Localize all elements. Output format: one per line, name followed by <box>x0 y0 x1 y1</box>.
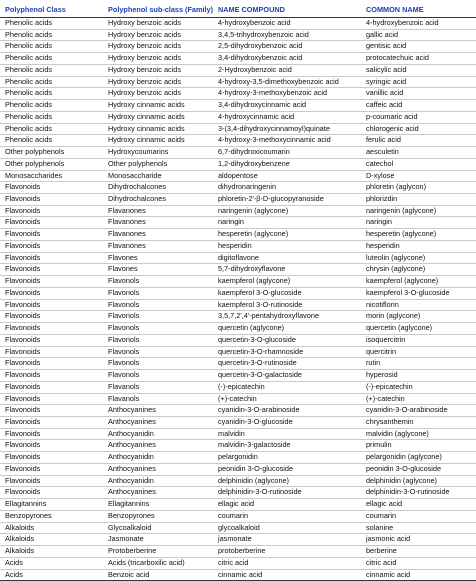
cell-name-compound: aldopentose <box>213 170 361 182</box>
cell-common-name: cinnamic acid <box>361 569 476 581</box>
cell-common-name: quercetin (aglycone) <box>361 323 476 335</box>
cell-common-name: hyperosid <box>361 370 476 382</box>
cell-name-compound: 3,5,7,2',4'-pentahydroxyflavone <box>213 311 361 323</box>
table-row <box>0 510 476 522</box>
cell-polyphenol-class: Flavonoids <box>0 334 103 346</box>
cell-polyphenol-class: Flavonoids <box>0 264 103 276</box>
cell-name-compound: quercetin-3-O-galactoside <box>213 370 361 382</box>
cell-common-name: hesperidin <box>361 240 476 252</box>
table-row <box>0 229 476 241</box>
table-row <box>0 18 476 30</box>
table-row <box>0 205 476 217</box>
cell-polyphenol-class: Flavonoids <box>0 205 103 217</box>
table-row <box>0 194 476 206</box>
cell-polyphenol-class: Phenolic acids <box>0 76 103 88</box>
cell-polyphenol-class: Flavonoids <box>0 311 103 323</box>
table-header-row <box>0 2 476 18</box>
cell-name-compound: 1,2-dihydroxybenzene <box>213 158 361 170</box>
cell-name-compound: malvidin-3-galactoside <box>213 440 361 452</box>
table-row <box>0 569 476 581</box>
cell-subclass: Hydroxy benzoic acids <box>103 88 213 100</box>
cell-subclass: Monosaccharide <box>103 170 213 182</box>
cell-name-compound: 3,4-dihydroxycinnamic acid <box>213 100 361 112</box>
cell-polyphenol-class: Flavonoids <box>0 252 103 264</box>
cell-common-name: vanillic acid <box>361 88 476 100</box>
cell-name-compound: (+)-catechin <box>213 393 361 405</box>
table-row <box>0 147 476 159</box>
cell-polyphenol-class: Flavonoids <box>0 182 103 194</box>
cell-name-compound: digitoflavone <box>213 252 361 264</box>
cell-common-name: 4-hydroxybenzoic acid <box>361 18 476 30</box>
cell-common-name: gentisic acid <box>361 41 476 53</box>
cell-polyphenol-class: Flavonoids <box>0 229 103 241</box>
cell-polyphenol-class: Flavonoids <box>0 381 103 393</box>
cell-common-name: (+)-catechin <box>361 393 476 405</box>
cell-common-name: catechol <box>361 158 476 170</box>
cell-name-compound: pelargonidin <box>213 452 361 464</box>
cell-common-name: rutin <box>361 358 476 370</box>
cell-common-name: jasmonic acid <box>361 534 476 546</box>
cell-subclass: Anthocyanines <box>103 405 213 417</box>
cell-subclass: Ellagitannins <box>103 499 213 511</box>
cell-name-compound: naringenin (aglycone) <box>213 205 361 217</box>
cell-subclass: Hydroxy cinnamic acids <box>103 123 213 135</box>
cell-common-name: morin (aglycone) <box>361 311 476 323</box>
cell-subclass: Glycoalkaloid <box>103 522 213 534</box>
cell-common-name: luteolin (aglycone) <box>361 252 476 264</box>
cell-name-compound: (-)-epicatechin <box>213 381 361 393</box>
cell-subclass: Hydroxy benzoic acids <box>103 64 213 76</box>
table-row <box>0 88 476 100</box>
cell-polyphenol-class: Phenolic acids <box>0 41 103 53</box>
cell-common-name: kaempferol (aglycone) <box>361 276 476 288</box>
cell-name-compound: 4-hydroxybenzoic acid <box>213 18 361 30</box>
table-row <box>0 135 476 147</box>
table-row <box>0 534 476 546</box>
cell-common-name: chrysin (aglycone) <box>361 264 476 276</box>
cell-name-compound: quercetin-3-O-glucoside <box>213 334 361 346</box>
cell-name-compound: 6,7-dihydroxicoumarin <box>213 147 361 159</box>
cell-common-name: hesperetin (aglycone) <box>361 229 476 241</box>
cell-subclass: Flavones <box>103 252 213 264</box>
table-row <box>0 499 476 511</box>
cell-subclass: Hydroxy cinnamic acids <box>103 135 213 147</box>
header-name-compound: NAME COMPOUND <box>213 2 361 18</box>
cell-name-compound: phloretin-2'-β-D-glucopyranoside <box>213 194 361 206</box>
cell-name-compound: naringin <box>213 217 361 229</box>
cell-name-compound: 2,5-dihydroxybenzoic acid <box>213 41 361 53</box>
table-row <box>0 158 476 170</box>
table-body <box>0 18 476 581</box>
cell-polyphenol-class: Flavonoids <box>0 393 103 405</box>
cell-subclass: Flavanols <box>103 381 213 393</box>
cell-polyphenol-class: Flavonoids <box>0 217 103 229</box>
table-row <box>0 264 476 276</box>
cell-subclass: Other polyphenols <box>103 158 213 170</box>
table-row <box>0 299 476 311</box>
cell-polyphenol-class: Flavonoids <box>0 370 103 382</box>
cell-name-compound: 3-(3,4-dihydroxycinnamoyl)quinate <box>213 123 361 135</box>
cell-common-name: protocatechuic acid <box>361 53 476 65</box>
cell-name-compound: hesperetin (aglycone) <box>213 229 361 241</box>
cell-name-compound: delphinidin (aglycone) <box>213 475 361 487</box>
table-row <box>0 393 476 405</box>
cell-subclass: Flavonols <box>103 334 213 346</box>
cell-common-name: chlorogenic acid <box>361 123 476 135</box>
cell-polyphenol-class: Flavonoids <box>0 276 103 288</box>
cell-common-name: malvidin (aglycone) <box>361 428 476 440</box>
cell-subclass: Jasmonate <box>103 534 213 546</box>
cell-polyphenol-class: Flavonoids <box>0 358 103 370</box>
cell-polyphenol-class: Flavonoids <box>0 475 103 487</box>
table-row <box>0 182 476 194</box>
header-polyphenol-subclass: Polyphenol sub-class (Family) <box>103 2 213 18</box>
cell-polyphenol-class: Acids <box>0 557 103 569</box>
cell-common-name: (-)-epicatechin <box>361 381 476 393</box>
cell-common-name: phlorizdin <box>361 194 476 206</box>
table-row <box>0 346 476 358</box>
cell-common-name: ellagic acid <box>361 499 476 511</box>
cell-polyphenol-class: Phenolic acids <box>0 29 103 41</box>
cell-common-name: p-coumaric acid <box>361 111 476 123</box>
table-row <box>0 64 476 76</box>
cell-subclass: Flavanones <box>103 205 213 217</box>
cell-name-compound: cinnamic acid <box>213 569 361 581</box>
cell-polyphenol-class: Flavonoids <box>0 287 103 299</box>
cell-common-name: D-xylose <box>361 170 476 182</box>
table-row <box>0 370 476 382</box>
cell-name-compound: 4-hydroxycinnamic acid <box>213 111 361 123</box>
cell-subclass: Hydroxy cinnamic acids <box>103 111 213 123</box>
table-row <box>0 452 476 464</box>
cell-polyphenol-class: Flavonoids <box>0 440 103 452</box>
cell-polyphenol-class: Flavonoids <box>0 346 103 358</box>
cell-subclass: Flavonols <box>103 358 213 370</box>
cell-subclass: Flavones <box>103 264 213 276</box>
table-row <box>0 53 476 65</box>
cell-subclass: Flavonols <box>103 311 213 323</box>
cell-polyphenol-class: Alkaloids <box>0 522 103 534</box>
cell-subclass: Anthocyanines <box>103 416 213 428</box>
table-row <box>0 123 476 135</box>
cell-name-compound: 4-hydroxy-3-methoxybenzoic acid <box>213 88 361 100</box>
cell-subclass: Flavonols <box>103 287 213 299</box>
cell-common-name: chrysanthemin <box>361 416 476 428</box>
cell-subclass: Flavonols <box>103 346 213 358</box>
cell-subclass: Anthocyanidin <box>103 452 213 464</box>
cell-polyphenol-class: Alkaloids <box>0 546 103 558</box>
cell-name-compound: cyanidin-3-O-arabinoside <box>213 405 361 417</box>
cell-name-compound: 3,4-dihydroxybenzoic acid <box>213 53 361 65</box>
cell-subclass: Flavanols <box>103 393 213 405</box>
cell-subclass: Benzoic acid <box>103 569 213 581</box>
table-row <box>0 240 476 252</box>
cell-name-compound: cyanidin-3-O-glucoside <box>213 416 361 428</box>
cell-common-name: citric acid <box>361 557 476 569</box>
cell-subclass: Flavonols <box>103 370 213 382</box>
cell-polyphenol-class: Phenolic acids <box>0 64 103 76</box>
cell-common-name: caffeic acid <box>361 100 476 112</box>
table-row <box>0 29 476 41</box>
cell-common-name: primulin <box>361 440 476 452</box>
cell-name-compound: malvidin <box>213 428 361 440</box>
cell-subclass: Hydroxy cinnamic acids <box>103 100 213 112</box>
cell-subclass: Flavonols <box>103 299 213 311</box>
table-row <box>0 522 476 534</box>
table-row <box>0 100 476 112</box>
cell-common-name: gallic acid <box>361 29 476 41</box>
cell-polyphenol-class: Phenolic acids <box>0 123 103 135</box>
cell-name-compound: kaempferol 3-O-glucoside <box>213 287 361 299</box>
cell-common-name: kaempferol 3-O-glucoside <box>361 287 476 299</box>
table-row <box>0 111 476 123</box>
table-row <box>0 428 476 440</box>
cell-name-compound: peonidin 3-O-glucoside <box>213 463 361 475</box>
cell-subclass: Anthocyanines <box>103 440 213 452</box>
cell-name-compound: ellagic acid <box>213 499 361 511</box>
cell-subclass: Hydroxy benzoic acids <box>103 29 213 41</box>
table-row <box>0 475 476 487</box>
cell-polyphenol-class: Phenolic acids <box>0 53 103 65</box>
cell-common-name: peonidin 3-O-glucoside <box>361 463 476 475</box>
cell-polyphenol-class: Flavonoids <box>0 405 103 417</box>
cell-subclass: Acids (tricarboxilic acid) <box>103 557 213 569</box>
cell-subclass: Hydroxy benzoic acids <box>103 76 213 88</box>
cell-polyphenol-class: Acids <box>0 569 103 581</box>
cell-common-name: naringenin (aglycone) <box>361 205 476 217</box>
cell-polyphenol-class: Phenolic acids <box>0 18 103 30</box>
cell-subclass: Anthocyanines <box>103 487 213 499</box>
cell-polyphenol-class: Flavonoids <box>0 299 103 311</box>
table-row <box>0 546 476 558</box>
cell-name-compound: delphinidin-3-O-rutinoside <box>213 487 361 499</box>
table-row <box>0 416 476 428</box>
cell-name-compound: 4-hydroxy-3,5-dimethoxybenzoic acid <box>213 76 361 88</box>
cell-common-name: solanine <box>361 522 476 534</box>
cell-subclass: Dihydrochalcones <box>103 194 213 206</box>
cell-common-name: quercitrin <box>361 346 476 358</box>
header-polyphenol-class: Polyphenol Class <box>0 2 103 18</box>
cell-subclass: Flavanones <box>103 240 213 252</box>
table-row <box>0 487 476 499</box>
cell-polyphenol-class: Flavonoids <box>0 323 103 335</box>
cell-name-compound: 4-hydroxy-3-methoxycinnamic acid <box>213 135 361 147</box>
cell-subclass: Flavonols <box>103 323 213 335</box>
table-row <box>0 41 476 53</box>
cell-subclass: Benzopyrones <box>103 510 213 522</box>
cell-name-compound: 5,7-dihydroxyflavone <box>213 264 361 276</box>
header-common-name: COMMON NAME <box>361 2 476 18</box>
cell-subclass: Hydroxycoumarins <box>103 147 213 159</box>
table-row <box>0 311 476 323</box>
cell-common-name: naringin <box>361 217 476 229</box>
table-row <box>0 463 476 475</box>
cell-name-compound: 2-Hydroxybenzoic acid <box>213 64 361 76</box>
cell-common-name: ferulic acid <box>361 135 476 147</box>
table-row <box>0 381 476 393</box>
cell-name-compound: dihydronaringenin <box>213 182 361 194</box>
cell-polyphenol-class: Flavonoids <box>0 240 103 252</box>
cell-polyphenol-class: Ellagitannins <box>0 499 103 511</box>
cell-name-compound: citric acid <box>213 557 361 569</box>
cell-polyphenol-class: Other polyphenols <box>0 147 103 159</box>
cell-name-compound: glycoalkaloid <box>213 522 361 534</box>
table-row <box>0 334 476 346</box>
cell-common-name: berberine <box>361 546 476 558</box>
cell-subclass: Anthocyanidin <box>103 475 213 487</box>
cell-subclass: Flavanones <box>103 217 213 229</box>
cell-common-name: pelargonidin (aglycone) <box>361 452 476 464</box>
table-row <box>0 287 476 299</box>
cell-common-name: nicotiflorin <box>361 299 476 311</box>
cell-name-compound: protoberberine <box>213 546 361 558</box>
table-row <box>0 440 476 452</box>
cell-common-name: phloretin (aglycon) <box>361 182 476 194</box>
table-row <box>0 323 476 335</box>
cell-name-compound: jasmonate <box>213 534 361 546</box>
cell-polyphenol-class: Flavonoids <box>0 428 103 440</box>
cell-name-compound: quercetin (aglycone) <box>213 323 361 335</box>
cell-polyphenol-class: Benzopyrones <box>0 510 103 522</box>
cell-subclass: Hydroxy benzoic acids <box>103 53 213 65</box>
cell-polyphenol-class: Flavonoids <box>0 194 103 206</box>
polyphenol-table <box>0 2 476 581</box>
cell-common-name: syringic acid <box>361 76 476 88</box>
cell-polyphenol-class: Phenolic acids <box>0 111 103 123</box>
cell-subclass: Flavanones <box>103 229 213 241</box>
cell-common-name: coumarin <box>361 510 476 522</box>
cell-name-compound: kaempferol 3-O-rutinoside <box>213 299 361 311</box>
table-row <box>0 76 476 88</box>
cell-name-compound: quercetin-3-O-rutinoside <box>213 358 361 370</box>
cell-common-name: salicylic acid <box>361 64 476 76</box>
cell-polyphenol-class: Flavonoids <box>0 416 103 428</box>
cell-subclass: Hydroxy benzoic acids <box>103 18 213 30</box>
cell-subclass: Protoberberine <box>103 546 213 558</box>
cell-common-name: aesculetin <box>361 147 476 159</box>
cell-name-compound: kaempferol (aglycone) <box>213 276 361 288</box>
cell-polyphenol-class: Flavonoids <box>0 463 103 475</box>
cell-name-compound: 3,4,5-trihydroxybenzoic acid <box>213 29 361 41</box>
cell-polyphenol-class: Flavonoids <box>0 452 103 464</box>
cell-polyphenol-class: Alkaloids <box>0 534 103 546</box>
table-row <box>0 358 476 370</box>
table-row <box>0 217 476 229</box>
cell-common-name: cyanidin-3-O-arabinoside <box>361 405 476 417</box>
cell-subclass: Anthocyanidin <box>103 428 213 440</box>
cell-polyphenol-class: Other polyphenols <box>0 158 103 170</box>
cell-name-compound: quercetin-3-O-rhamnoside <box>213 346 361 358</box>
table-row <box>0 557 476 569</box>
table-row <box>0 252 476 264</box>
cell-polyphenol-class: Monosaccharides <box>0 170 103 182</box>
cell-name-compound: coumarin <box>213 510 361 522</box>
table-row <box>0 276 476 288</box>
cell-common-name: delphinidin-3-O-rutinoside <box>361 487 476 499</box>
cell-subclass: Hydroxy benzoic acids <box>103 41 213 53</box>
cell-common-name: isoquercitrin <box>361 334 476 346</box>
cell-polyphenol-class: Phenolic acids <box>0 100 103 112</box>
cell-name-compound: hesperidin <box>213 240 361 252</box>
cell-polyphenol-class: Phenolic acids <box>0 135 103 147</box>
cell-subclass: Dihydrochalcones <box>103 182 213 194</box>
cell-common-name: delphinidin (aglycone) <box>361 475 476 487</box>
table-row <box>0 405 476 417</box>
cell-subclass: Flavonols <box>103 276 213 288</box>
cell-polyphenol-class: Phenolic acids <box>0 88 103 100</box>
table-row <box>0 170 476 182</box>
cell-polyphenol-class: Flavonoids <box>0 487 103 499</box>
cell-subclass: Anthocyanines <box>103 463 213 475</box>
